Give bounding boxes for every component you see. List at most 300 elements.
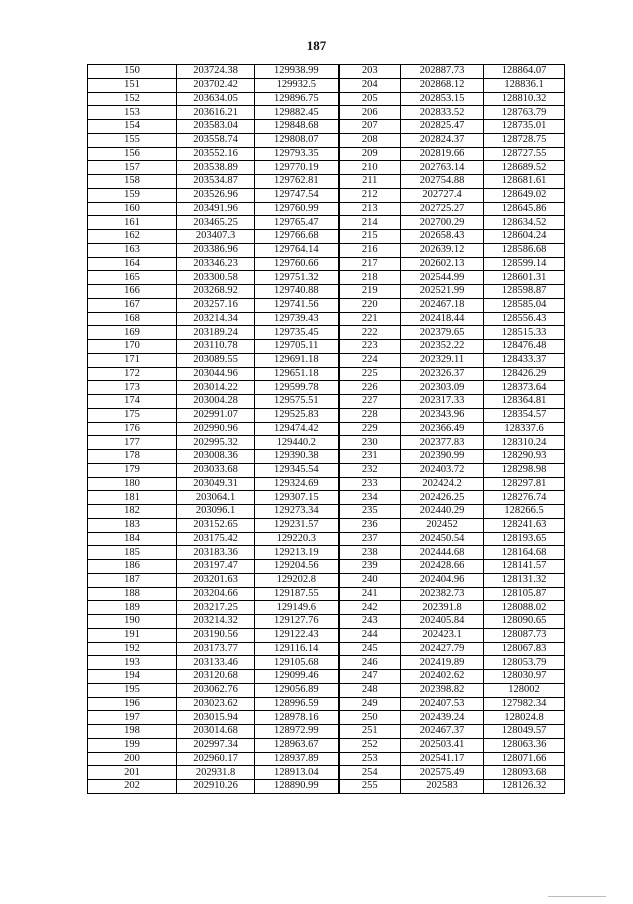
y-coordinate-right-cell: 128131.32 <box>484 573 565 587</box>
y-coordinate-right-cell: 128689.52 <box>484 161 565 175</box>
y-coordinate-left-cell: 129056.89 <box>255 683 339 697</box>
coordinates-table <box>87 64 565 794</box>
y-coordinate-right-cell: 128604.24 <box>484 230 565 244</box>
y-coordinate-right-cell: 128727.55 <box>484 147 565 161</box>
y-coordinate-right-cell: 128298.98 <box>484 463 565 477</box>
point-number-left-cell: 190 <box>88 615 177 629</box>
y-coordinate-right-cell: 128476.48 <box>484 340 565 354</box>
x-coordinate-right-cell: 202440.29 <box>401 505 484 519</box>
x-coordinate-right-cell: 202427.79 <box>401 642 484 656</box>
x-coordinate-right-cell: 202377.83 <box>401 436 484 450</box>
x-coordinate-right-cell: 202658.43 <box>401 230 484 244</box>
point-number-left-cell: 185 <box>88 546 177 560</box>
y-coordinate-left-cell: 129764.14 <box>255 243 339 257</box>
x-coordinate-left-cell: 203033.68 <box>177 463 255 477</box>
y-coordinate-left-cell: 129231.57 <box>255 518 339 532</box>
table-row <box>88 738 565 752</box>
y-coordinate-left-cell: 129751.32 <box>255 271 339 285</box>
x-coordinate-right-cell: 202329.11 <box>401 353 484 367</box>
y-coordinate-left-cell: 129896.75 <box>255 92 339 106</box>
y-coordinate-left-cell: 129691.18 <box>255 353 339 367</box>
x-coordinate-left-cell: 203089.55 <box>177 353 255 367</box>
y-coordinate-left-cell: 129848.68 <box>255 120 339 134</box>
y-coordinate-right-cell: 128266.5 <box>484 505 565 519</box>
x-coordinate-right-cell: 202352.22 <box>401 340 484 354</box>
table-row <box>88 670 565 684</box>
x-coordinate-right-cell: 202819.66 <box>401 147 484 161</box>
x-coordinate-left-cell: 203175.42 <box>177 532 255 546</box>
x-coordinate-right-cell: 202602.13 <box>401 257 484 271</box>
y-coordinate-left-cell: 128913.04 <box>255 766 339 780</box>
y-coordinate-right-cell: 128088.02 <box>484 601 565 615</box>
x-coordinate-left-cell: 203534.87 <box>177 175 255 189</box>
x-coordinate-right-cell: 202887.73 <box>401 65 484 79</box>
x-coordinate-left-cell: 203201.63 <box>177 573 255 587</box>
table-row <box>88 271 565 285</box>
point-number-right-cell: 231 <box>339 450 401 464</box>
y-coordinate-right-cell: 128433.37 <box>484 353 565 367</box>
y-coordinate-left-cell: 129099.46 <box>255 670 339 684</box>
table-row <box>88 642 565 656</box>
point-number-left-cell: 157 <box>88 161 177 175</box>
point-number-left-cell: 188 <box>88 587 177 601</box>
table-row <box>88 656 565 670</box>
point-number-left-cell: 176 <box>88 422 177 436</box>
x-coordinate-right-cell: 202521.99 <box>401 285 484 299</box>
table-row <box>88 92 565 106</box>
x-coordinate-right-cell: 202544.99 <box>401 271 484 285</box>
point-number-right-cell: 243 <box>339 615 401 629</box>
y-coordinate-right-cell: 128049.57 <box>484 725 565 739</box>
point-number-left-cell: 179 <box>88 463 177 477</box>
point-number-right-cell: 206 <box>339 106 401 120</box>
x-coordinate-left-cell: 203465.25 <box>177 216 255 230</box>
point-number-right-cell: 235 <box>339 505 401 519</box>
point-number-right-cell: 223 <box>339 340 401 354</box>
x-coordinate-left-cell: 203214.32 <box>177 615 255 629</box>
table-row <box>88 65 565 79</box>
y-coordinate-right-cell: 128030.97 <box>484 670 565 684</box>
table-row <box>88 725 565 739</box>
x-coordinate-right-cell: 202824.37 <box>401 133 484 147</box>
point-number-left-cell: 202 <box>88 780 177 794</box>
table-row <box>88 518 565 532</box>
y-coordinate-left-cell: 128890.99 <box>255 780 339 794</box>
y-coordinate-right-cell: 128645.86 <box>484 202 565 216</box>
y-coordinate-left-cell: 129127.76 <box>255 615 339 629</box>
point-number-right-cell: 209 <box>339 147 401 161</box>
coordinates-table-body <box>88 65 565 794</box>
table-row <box>88 340 565 354</box>
x-coordinate-left-cell: 203558.74 <box>177 133 255 147</box>
x-coordinate-left-cell: 203023.62 <box>177 697 255 711</box>
point-number-right-cell: 214 <box>339 216 401 230</box>
y-coordinate-right-cell: 128763.79 <box>484 106 565 120</box>
y-coordinate-right-cell: 128364.81 <box>484 395 565 409</box>
table-row <box>88 367 565 381</box>
y-coordinate-left-cell: 129440.2 <box>255 436 339 450</box>
footer-rule <box>548 896 606 897</box>
y-coordinate-left-cell: 128963.67 <box>255 738 339 752</box>
y-coordinate-left-cell: 128978.16 <box>255 711 339 725</box>
y-coordinate-right-cell: 128241.63 <box>484 518 565 532</box>
x-coordinate-left-cell: 203724.38 <box>177 65 255 79</box>
y-coordinate-left-cell: 129651.18 <box>255 367 339 381</box>
table-row <box>88 120 565 134</box>
point-number-left-cell: 201 <box>88 766 177 780</box>
y-coordinate-right-cell: 128649.02 <box>484 188 565 202</box>
point-number-right-cell: 232 <box>339 463 401 477</box>
y-coordinate-right-cell: 128105.87 <box>484 587 565 601</box>
y-coordinate-left-cell: 129760.66 <box>255 257 339 271</box>
table-row <box>88 477 565 491</box>
point-number-right-cell: 228 <box>339 408 401 422</box>
x-coordinate-right-cell: 202382.73 <box>401 587 484 601</box>
table-row <box>88 628 565 642</box>
y-coordinate-left-cell: 129345.54 <box>255 463 339 477</box>
y-coordinate-right-cell: 127982.34 <box>484 697 565 711</box>
x-coordinate-right-cell: 202343.96 <box>401 408 484 422</box>
page-number: 187 <box>306 38 327 53</box>
x-coordinate-right-cell: 202853.15 <box>401 92 484 106</box>
x-coordinate-right-cell: 202541.17 <box>401 752 484 766</box>
x-coordinate-right-cell: 202700.29 <box>401 216 484 230</box>
y-coordinate-right-cell: 128810.32 <box>484 92 565 106</box>
point-number-right-cell: 208 <box>339 133 401 147</box>
y-coordinate-left-cell: 129735.45 <box>255 326 339 340</box>
x-coordinate-right-cell: 202450.54 <box>401 532 484 546</box>
table-row <box>88 560 565 574</box>
table-row <box>88 230 565 244</box>
x-coordinate-left-cell: 203634.05 <box>177 92 255 106</box>
x-coordinate-right-cell: 202379.65 <box>401 326 484 340</box>
y-coordinate-left-cell: 129932.5 <box>255 78 339 92</box>
y-coordinate-left-cell: 129105.68 <box>255 656 339 670</box>
x-coordinate-left-cell: 203346.23 <box>177 257 255 271</box>
point-number-left-cell: 155 <box>88 133 177 147</box>
point-number-left-cell: 163 <box>88 243 177 257</box>
y-coordinate-right-cell: 128090.65 <box>484 615 565 629</box>
table-row <box>88 243 565 257</box>
point-number-right-cell: 236 <box>339 518 401 532</box>
point-number-right-cell: 229 <box>339 422 401 436</box>
table-row <box>88 683 565 697</box>
point-number-right-cell: 237 <box>339 532 401 546</box>
table-row <box>88 257 565 271</box>
x-coordinate-left-cell: 203004.28 <box>177 395 255 409</box>
table-row <box>88 353 565 367</box>
table-row <box>88 615 565 629</box>
y-coordinate-left-cell: 129739.43 <box>255 312 339 326</box>
x-coordinate-right-cell: 202424.2 <box>401 477 484 491</box>
y-coordinate-right-cell: 128024.8 <box>484 711 565 725</box>
table-row <box>88 175 565 189</box>
y-coordinate-left-cell: 129741.56 <box>255 298 339 312</box>
table-row <box>88 395 565 409</box>
point-number-left-cell: 168 <box>88 312 177 326</box>
point-number-right-cell: 217 <box>339 257 401 271</box>
y-coordinate-right-cell: 128053.79 <box>484 656 565 670</box>
y-coordinate-right-cell: 128141.57 <box>484 560 565 574</box>
y-coordinate-left-cell: 129220.3 <box>255 532 339 546</box>
y-coordinate-right-cell: 128586.68 <box>484 243 565 257</box>
point-number-right-cell: 221 <box>339 312 401 326</box>
x-coordinate-right-cell: 202404.96 <box>401 573 484 587</box>
y-coordinate-right-cell: 128681.61 <box>484 175 565 189</box>
point-number-right-cell: 227 <box>339 395 401 409</box>
y-coordinate-right-cell: 128599.14 <box>484 257 565 271</box>
y-coordinate-left-cell: 129793.35 <box>255 147 339 161</box>
table-row <box>88 298 565 312</box>
y-coordinate-left-cell: 129474.42 <box>255 422 339 436</box>
y-coordinate-right-cell: 128735.01 <box>484 120 565 134</box>
x-coordinate-left-cell: 203096.1 <box>177 505 255 519</box>
table-row <box>88 381 565 395</box>
table-row <box>88 587 565 601</box>
point-number-left-cell: 162 <box>88 230 177 244</box>
y-coordinate-right-cell: 128126.32 <box>484 780 565 794</box>
x-coordinate-right-cell: 202763.14 <box>401 161 484 175</box>
x-coordinate-right-cell: 202467.18 <box>401 298 484 312</box>
x-coordinate-left-cell: 203120.68 <box>177 670 255 684</box>
x-coordinate-left-cell: 203217.25 <box>177 601 255 615</box>
point-number-left-cell: 194 <box>88 670 177 684</box>
point-number-left-cell: 154 <box>88 120 177 134</box>
table-row <box>88 312 565 326</box>
x-coordinate-left-cell: 202910.26 <box>177 780 255 794</box>
y-coordinate-left-cell: 129766.68 <box>255 230 339 244</box>
point-number-left-cell: 177 <box>88 436 177 450</box>
y-coordinate-right-cell: 128093.68 <box>484 766 565 780</box>
point-number-right-cell: 238 <box>339 546 401 560</box>
x-coordinate-right-cell: 202326.37 <box>401 367 484 381</box>
table-row <box>88 78 565 92</box>
x-coordinate-right-cell: 202391.8 <box>401 601 484 615</box>
y-coordinate-right-cell: 128063.36 <box>484 738 565 752</box>
point-number-right-cell: 222 <box>339 326 401 340</box>
y-coordinate-left-cell: 129882.45 <box>255 106 339 120</box>
x-coordinate-left-cell: 203189.24 <box>177 326 255 340</box>
point-number-right-cell: 203 <box>339 65 401 79</box>
x-coordinate-left-cell: 202960.17 <box>177 752 255 766</box>
y-coordinate-left-cell: 129122.43 <box>255 628 339 642</box>
y-coordinate-left-cell: 129599.78 <box>255 381 339 395</box>
point-number-left-cell: 192 <box>88 642 177 656</box>
x-coordinate-right-cell: 202825.47 <box>401 120 484 134</box>
point-number-left-cell: 199 <box>88 738 177 752</box>
x-coordinate-left-cell: 202990.96 <box>177 422 255 436</box>
y-coordinate-left-cell: 128996.59 <box>255 697 339 711</box>
point-number-right-cell: 230 <box>339 436 401 450</box>
y-coordinate-left-cell: 129307.15 <box>255 491 339 505</box>
y-coordinate-right-cell: 128290.93 <box>484 450 565 464</box>
point-number-left-cell: 200 <box>88 752 177 766</box>
table-row <box>88 505 565 519</box>
table-row <box>88 697 565 711</box>
y-coordinate-left-cell: 129938.99 <box>255 65 339 79</box>
point-number-left-cell: 158 <box>88 175 177 189</box>
y-coordinate-right-cell: 128836.1 <box>484 78 565 92</box>
point-number-right-cell: 246 <box>339 656 401 670</box>
table-row <box>88 450 565 464</box>
x-coordinate-right-cell: 202390.99 <box>401 450 484 464</box>
point-number-left-cell: 166 <box>88 285 177 299</box>
point-number-left-cell: 161 <box>88 216 177 230</box>
y-coordinate-left-cell: 129575.51 <box>255 395 339 409</box>
y-coordinate-left-cell: 129525.83 <box>255 408 339 422</box>
x-coordinate-left-cell: 203257.16 <box>177 298 255 312</box>
x-coordinate-right-cell: 202402.62 <box>401 670 484 684</box>
x-coordinate-right-cell: 202405.84 <box>401 615 484 629</box>
point-number-right-cell: 255 <box>339 780 401 794</box>
x-coordinate-right-cell: 202426.25 <box>401 491 484 505</box>
point-number-left-cell: 174 <box>88 395 177 409</box>
x-coordinate-left-cell: 203386.96 <box>177 243 255 257</box>
table-row <box>88 546 565 560</box>
x-coordinate-right-cell: 202418.44 <box>401 312 484 326</box>
table-row <box>88 532 565 546</box>
x-coordinate-left-cell: 203062.76 <box>177 683 255 697</box>
y-coordinate-right-cell: 128373.64 <box>484 381 565 395</box>
x-coordinate-left-cell: 203702.42 <box>177 78 255 92</box>
table-row <box>88 463 565 477</box>
x-coordinate-left-cell: 202995.32 <box>177 436 255 450</box>
table-row <box>88 147 565 161</box>
point-number-left-cell: 164 <box>88 257 177 271</box>
point-number-left-cell: 152 <box>88 92 177 106</box>
point-number-left-cell: 197 <box>88 711 177 725</box>
y-coordinate-right-cell: 128087.73 <box>484 628 565 642</box>
y-coordinate-right-cell: 128864.07 <box>484 65 565 79</box>
point-number-left-cell: 150 <box>88 65 177 79</box>
point-number-right-cell: 226 <box>339 381 401 395</box>
point-number-right-cell: 233 <box>339 477 401 491</box>
x-coordinate-left-cell: 203173.77 <box>177 642 255 656</box>
point-number-left-cell: 183 <box>88 518 177 532</box>
x-coordinate-right-cell: 202303.09 <box>401 381 484 395</box>
x-coordinate-right-cell: 202452 <box>401 518 484 532</box>
y-coordinate-right-cell: 128067.83 <box>484 642 565 656</box>
point-number-right-cell: 250 <box>339 711 401 725</box>
y-coordinate-left-cell: 129116.14 <box>255 642 339 656</box>
point-number-left-cell: 195 <box>88 683 177 697</box>
y-coordinate-right-cell: 128310.24 <box>484 436 565 450</box>
point-number-right-cell: 204 <box>339 78 401 92</box>
point-number-right-cell: 216 <box>339 243 401 257</box>
y-coordinate-left-cell: 129760.99 <box>255 202 339 216</box>
x-coordinate-left-cell: 203190.56 <box>177 628 255 642</box>
point-number-left-cell: 186 <box>88 560 177 574</box>
x-coordinate-left-cell: 203183.36 <box>177 546 255 560</box>
y-coordinate-left-cell: 129747.54 <box>255 188 339 202</box>
point-number-right-cell: 210 <box>339 161 401 175</box>
table-row <box>88 408 565 422</box>
x-coordinate-left-cell: 203616.21 <box>177 106 255 120</box>
y-coordinate-left-cell: 129390.38 <box>255 450 339 464</box>
y-coordinate-left-cell: 128937.89 <box>255 752 339 766</box>
table-row <box>88 202 565 216</box>
y-coordinate-left-cell: 129187.55 <box>255 587 339 601</box>
point-number-left-cell: 156 <box>88 147 177 161</box>
x-coordinate-right-cell: 202639.12 <box>401 243 484 257</box>
x-coordinate-right-cell: 202423.1 <box>401 628 484 642</box>
x-coordinate-right-cell: 202439.24 <box>401 711 484 725</box>
table-row <box>88 285 565 299</box>
y-coordinate-left-cell: 129765.47 <box>255 216 339 230</box>
point-number-left-cell: 170 <box>88 340 177 354</box>
point-number-right-cell: 244 <box>339 628 401 642</box>
table-row <box>88 106 565 120</box>
point-number-right-cell: 252 <box>339 738 401 752</box>
point-number-left-cell: 178 <box>88 450 177 464</box>
y-coordinate-left-cell: 129808.07 <box>255 133 339 147</box>
point-number-right-cell: 234 <box>339 491 401 505</box>
x-coordinate-left-cell: 203197.47 <box>177 560 255 574</box>
point-number-left-cell: 173 <box>88 381 177 395</box>
y-coordinate-right-cell: 128585.04 <box>484 298 565 312</box>
y-coordinate-left-cell: 129204.56 <box>255 560 339 574</box>
point-number-right-cell: 239 <box>339 560 401 574</box>
x-coordinate-left-cell: 203491.96 <box>177 202 255 216</box>
x-coordinate-left-cell: 202997.34 <box>177 738 255 752</box>
point-number-left-cell: 196 <box>88 697 177 711</box>
y-coordinate-right-cell: 128634.52 <box>484 216 565 230</box>
x-coordinate-left-cell: 203133.46 <box>177 656 255 670</box>
point-number-right-cell: 249 <box>339 697 401 711</box>
y-coordinate-left-cell: 129762.81 <box>255 175 339 189</box>
x-coordinate-right-cell: 202419.89 <box>401 656 484 670</box>
table-row <box>88 188 565 202</box>
x-coordinate-right-cell: 202868.12 <box>401 78 484 92</box>
point-number-right-cell: 251 <box>339 725 401 739</box>
y-coordinate-right-cell: 128556.43 <box>484 312 565 326</box>
table-row <box>88 422 565 436</box>
point-number-left-cell: 184 <box>88 532 177 546</box>
x-coordinate-right-cell: 202317.33 <box>401 395 484 409</box>
point-number-left-cell: 181 <box>88 491 177 505</box>
x-coordinate-right-cell: 202398.82 <box>401 683 484 697</box>
point-number-left-cell: 167 <box>88 298 177 312</box>
point-number-right-cell: 248 <box>339 683 401 697</box>
point-number-right-cell: 247 <box>339 670 401 684</box>
x-coordinate-left-cell: 203268.92 <box>177 285 255 299</box>
point-number-left-cell: 198 <box>88 725 177 739</box>
point-number-left-cell: 160 <box>88 202 177 216</box>
x-coordinate-left-cell: 203110.78 <box>177 340 255 354</box>
x-coordinate-left-cell: 203526.96 <box>177 188 255 202</box>
x-coordinate-right-cell: 202444.68 <box>401 546 484 560</box>
point-number-left-cell: 187 <box>88 573 177 587</box>
y-coordinate-right-cell: 128598.87 <box>484 285 565 299</box>
point-number-left-cell: 193 <box>88 656 177 670</box>
table-row <box>88 491 565 505</box>
table-row <box>88 711 565 725</box>
point-number-right-cell: 211 <box>339 175 401 189</box>
point-number-right-cell: 207 <box>339 120 401 134</box>
y-coordinate-right-cell: 128193.65 <box>484 532 565 546</box>
y-coordinate-left-cell: 129149.6 <box>255 601 339 615</box>
y-coordinate-left-cell: 129770.19 <box>255 161 339 175</box>
point-number-left-cell: 175 <box>88 408 177 422</box>
point-number-right-cell: 220 <box>339 298 401 312</box>
table-row <box>88 326 565 340</box>
point-number-right-cell: 241 <box>339 587 401 601</box>
x-coordinate-right-cell: 202407.53 <box>401 697 484 711</box>
point-number-right-cell: 212 <box>339 188 401 202</box>
table-row <box>88 161 565 175</box>
table-row <box>88 133 565 147</box>
x-coordinate-left-cell: 203407.3 <box>177 230 255 244</box>
